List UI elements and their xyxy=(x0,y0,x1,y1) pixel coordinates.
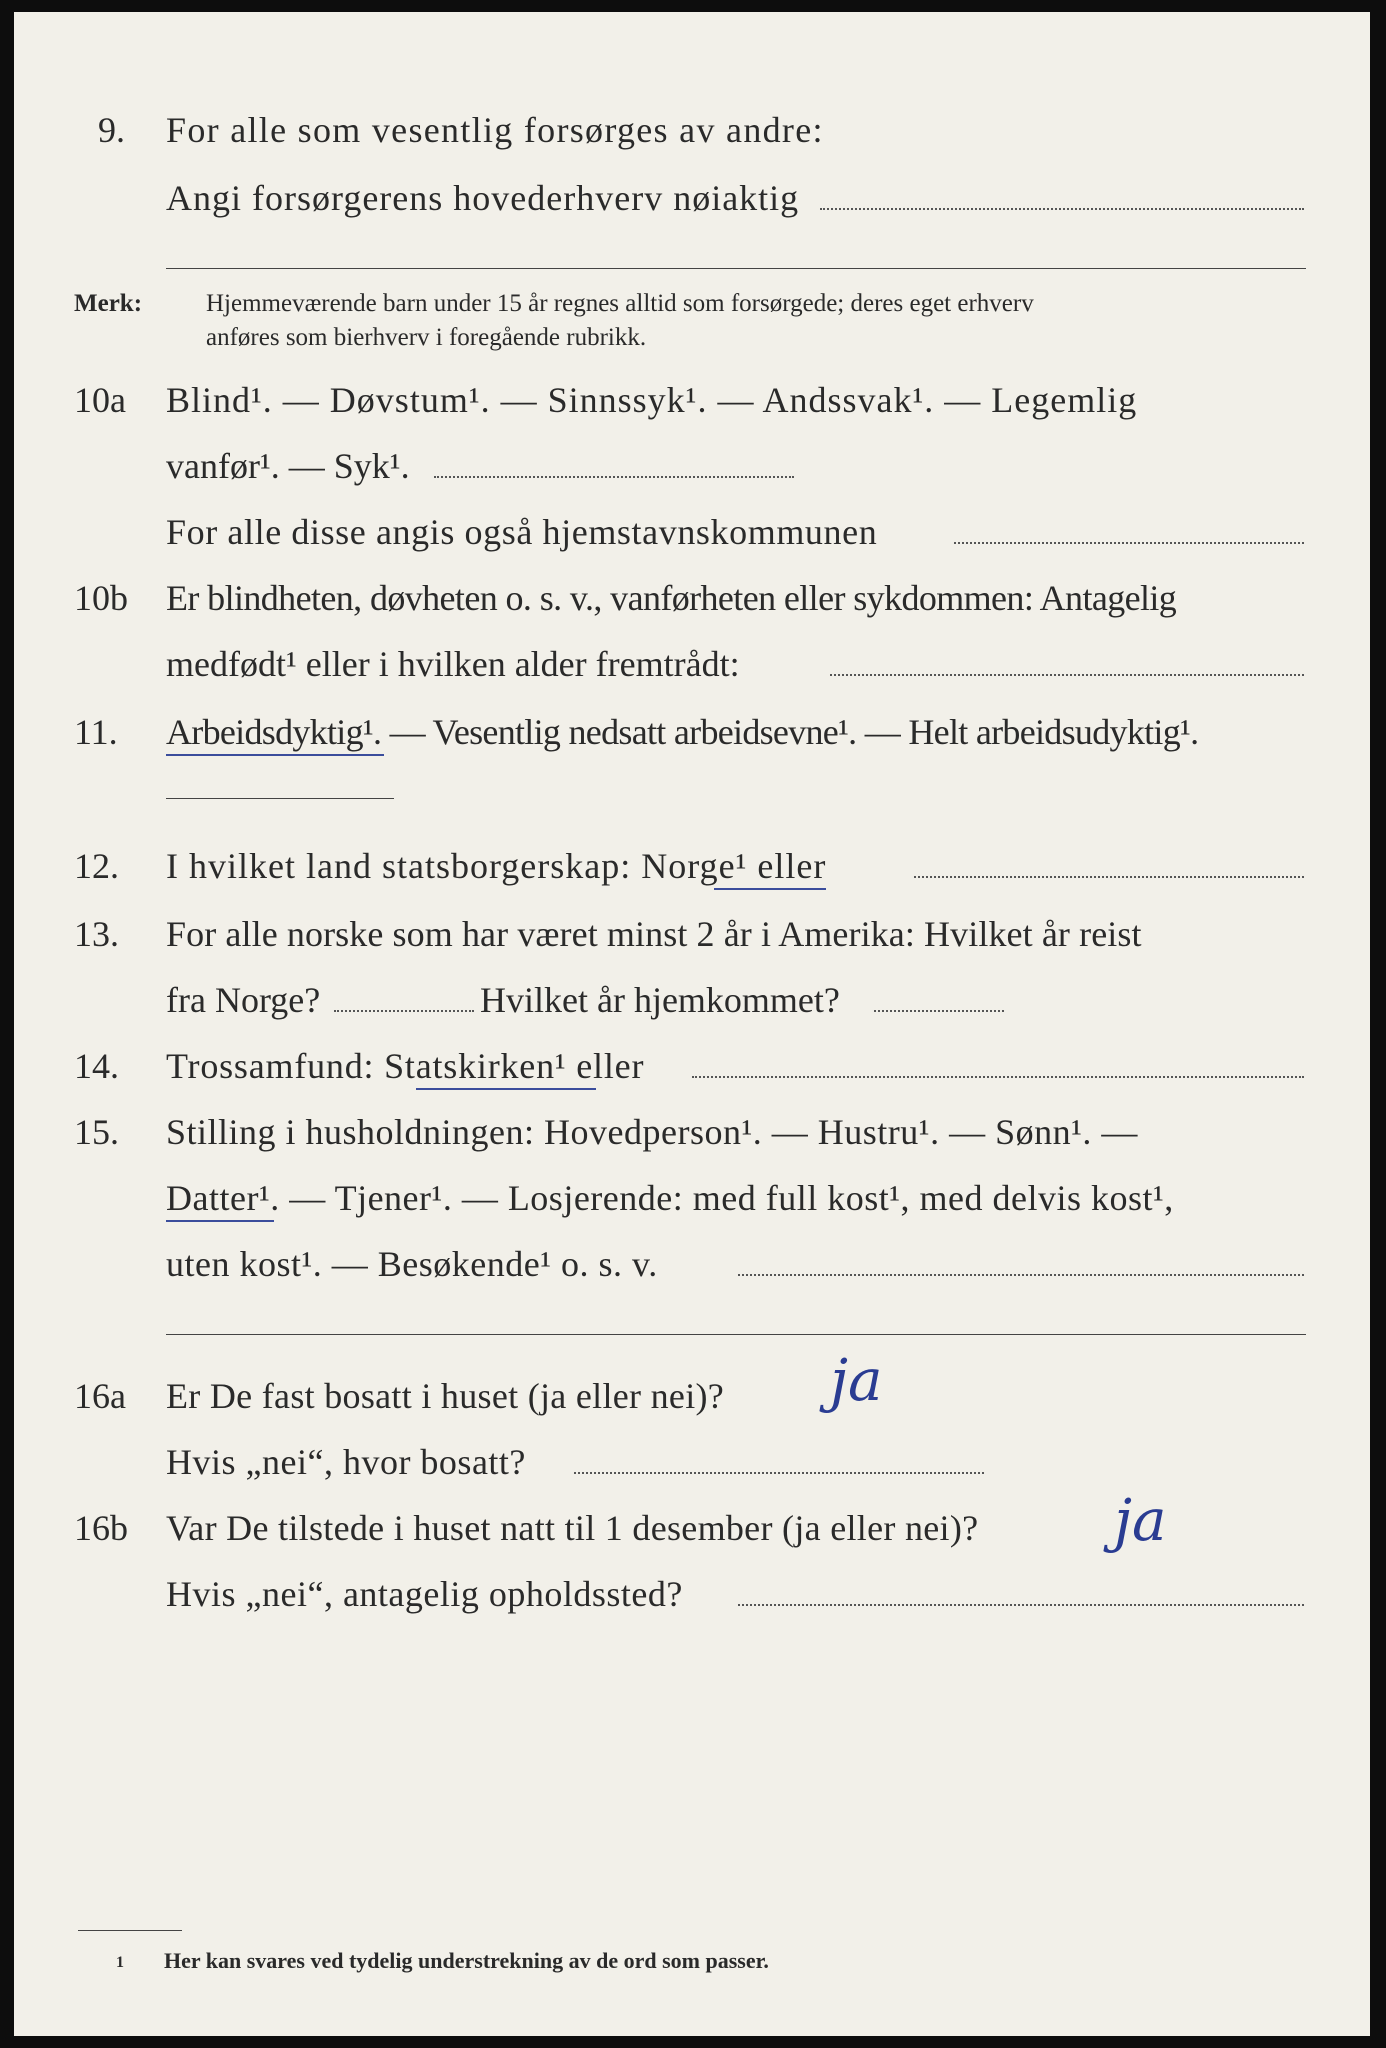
q13-line2b: Hvilket år hjemkommet? xyxy=(480,980,840,1020)
q9-separator xyxy=(166,268,1306,269)
q13-number: 13. xyxy=(74,914,119,954)
footnote-text: Her kan svares ved tydelig understrekning av de ord som passer. xyxy=(164,1948,769,1973)
q15-separator xyxy=(166,1334,1306,1335)
q13-right-answer xyxy=(874,1010,1004,1012)
footnote-mark: 1 xyxy=(116,1954,124,1971)
census-form-page xyxy=(14,12,1370,2036)
q14-answer-line xyxy=(692,1076,1304,1078)
q9-number: 9. xyxy=(98,110,125,150)
q16b-line1: Var De tilstede i huset natt til 1 desember (ja eller nei)? xyxy=(166,1508,979,1548)
q9-answer-line xyxy=(820,208,1304,210)
q10b-answer-line xyxy=(830,674,1304,676)
q11-handwritten-underline xyxy=(166,754,384,756)
q16b-line2: Hvis „nei“, antagelig opholdssted? xyxy=(166,1574,683,1614)
q15-answer-line xyxy=(738,1274,1304,1276)
q11-number: 11. xyxy=(74,712,118,752)
q14-line1: Trossamfund: Statskirken¹ eller xyxy=(166,1046,645,1086)
q14-handwritten-underline xyxy=(416,1088,596,1090)
q12-line1: I hvilket land statsborgerskap: Norge¹ eller xyxy=(166,846,827,886)
q12-answer-line xyxy=(914,876,1304,878)
q10b-number: 10b xyxy=(74,578,128,618)
q16a-answer-line xyxy=(574,1472,984,1474)
q10a-line3: For alle disse angis også hjemstavnskommunen xyxy=(166,512,878,552)
q15-line3: uten kost¹. — Besøkende¹ o. s. v. xyxy=(166,1244,658,1284)
q13-left-answer xyxy=(334,1010,474,1012)
q16b-handwritten-answer: ja xyxy=(1114,1486,1167,1554)
q16a-line2: Hvis „nei“, hvor bosatt? xyxy=(166,1442,526,1482)
q11-answer-line xyxy=(166,798,394,799)
merk-line1: Hjemmeværende barn under 15 år regnes alltid som forsørgede; deres eget erhverv xyxy=(206,290,1034,317)
q10a-line2: vanfør¹. — Syk¹. xyxy=(166,446,410,486)
q10a-line2-answer xyxy=(434,476,794,478)
q9-line1: For alle som vesentlig forsørges av andre: xyxy=(166,110,824,150)
q16a-line1: Er De fast bosatt i huset (ja eller nei)? xyxy=(166,1376,725,1416)
q13-line1: For alle norske som har været minst 2 år i Amerika: Hvilket år reist xyxy=(166,914,1142,954)
q16b-answer-line xyxy=(738,1604,1304,1606)
q10a-line3-answer xyxy=(954,542,1304,544)
q15-number: 15. xyxy=(74,1112,119,1152)
q12-number: 12. xyxy=(74,846,119,886)
q9-line2: Angi forsørgerens hovederhverv nøiaktig xyxy=(166,178,800,218)
merk-line2: anføres som bierhverv i foregående rubrikk. xyxy=(206,324,647,351)
q14-number: 14. xyxy=(74,1046,119,1086)
q10b-line1: Er blindheten, døvheten o. s. v., vanførheten eller sykdommen: Antagelig xyxy=(166,578,1177,618)
q15-handwritten-underline xyxy=(166,1220,274,1222)
q15-line1: Stilling i husholdningen: Hovedperson¹. — Hustru¹. — Sønn¹. — xyxy=(166,1112,1138,1152)
q16b-number: 16b xyxy=(74,1508,128,1548)
q11-line1: Arbeidsdyktig¹. — Vesentlig nedsatt arbeidsevne¹. — Helt arbeidsudyktig¹. xyxy=(166,712,1199,752)
q16a-handwritten-answer: ja xyxy=(830,1346,883,1414)
q16a-number: 16a xyxy=(74,1376,126,1416)
merk-label: Merk: xyxy=(74,290,143,317)
q10a-number: 10a xyxy=(74,380,126,420)
q13-line2a: fra Norge? xyxy=(166,980,321,1020)
footnote-rule xyxy=(78,1930,182,1931)
q12-handwritten-underline xyxy=(714,888,826,890)
q15-line2: Datter¹. — Tjener¹. — Losjerende: med full kost¹, med delvis kost¹, xyxy=(166,1178,1174,1218)
q10b-line2: medfødt¹ eller i hvilken alder fremtrådt: xyxy=(166,644,740,684)
q10a-line1: Blind¹. — Døvstum¹. — Sinnssyk¹. — Andssvak¹. — Legemlig xyxy=(166,380,1138,420)
